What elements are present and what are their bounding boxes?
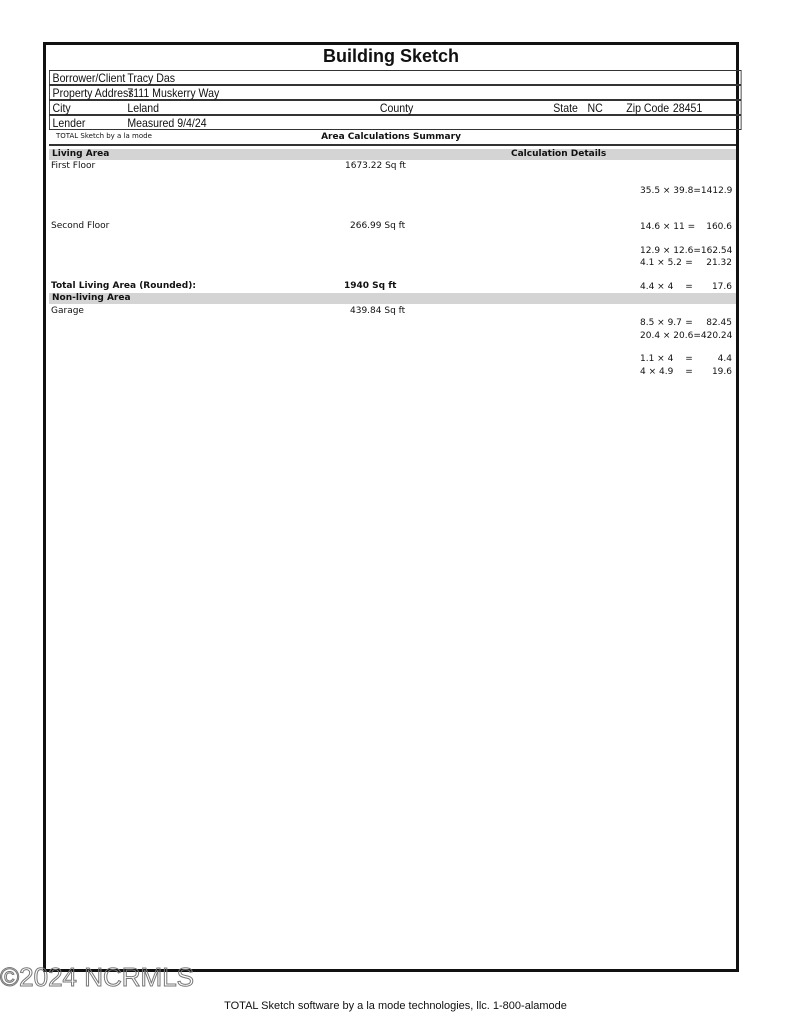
calc-row: 4 × 4.9 = 19.6	[640, 367, 732, 377]
first-floor-name: First Floor	[51, 161, 96, 171]
garage-name: Garage	[51, 306, 84, 316]
calc-row: 12.9 × 12.6 = 162.54	[640, 246, 733, 256]
borrower-label: Borrower/Client	[52, 71, 126, 85]
garage-calcs	[640, 306, 732, 402]
lender-label: Lender	[52, 116, 86, 130]
non-living-area-bar	[49, 293, 736, 304]
calc-row: 4.4 × 4 = 17.6	[640, 282, 732, 292]
watermark: ©2024 NCRMLS	[0, 962, 195, 992]
city-row	[49, 100, 742, 115]
calc-row: 20.4 × 20.6 = 420.24	[640, 331, 733, 341]
zip-value: 28451	[672, 101, 703, 115]
state-label: State	[553, 101, 578, 115]
first-floor-area: 1673.22 Sq ft	[345, 161, 406, 171]
address-label: Property Address	[52, 86, 134, 100]
calc-row: 8.5 × 9.7 = 82.45	[640, 318, 732, 328]
calc-row: 35.5 × 39.8 = 1412.9	[640, 186, 733, 196]
calc-row: 4.1 × 5.2 = 21.32	[640, 258, 732, 268]
city-value: Leland	[127, 101, 160, 115]
state-value: NC	[587, 101, 603, 115]
living-area-bar	[49, 149, 736, 160]
address-row	[49, 85, 742, 100]
calc-details-label: Calculation Details	[511, 149, 607, 159]
calc-row: 14.6 × 11 = 160.6	[640, 222, 732, 232]
living-area-label: Living Area	[52, 149, 110, 159]
total-living-label: Total Living Area (Rounded):	[51, 281, 196, 291]
summary-title: Area Calculations Summary	[321, 132, 461, 142]
divider	[49, 144, 736, 146]
lender-value: Measured 9/4/24	[127, 116, 207, 130]
non-living-area-label: Non-living Area	[52, 293, 131, 303]
total-living-value: 1940 Sq ft	[344, 281, 397, 291]
second-floor-name: Second Floor	[51, 221, 110, 231]
page-title: Building Sketch	[322, 46, 459, 66]
calc-row: 1.1 × 4 = 4.4	[640, 354, 732, 364]
city-label: City	[52, 101, 71, 115]
footer-text: TOTAL Sketch software by a la mode technologies, llc. 1-800-alamode	[224, 1000, 567, 1012]
address-value: 7111 Muskerry Way	[127, 86, 220, 100]
second-floor-area: 266.99 Sq ft	[350, 221, 406, 231]
software-note: TOTAL Sketch by a la mode	[56, 132, 152, 140]
borrower-row	[49, 70, 742, 85]
zip-label: Zip Code	[626, 101, 670, 115]
borrower-value: Tracy Das	[127, 71, 176, 85]
lender-row	[49, 115, 742, 130]
garage-area: 439.84 Sq ft	[350, 306, 406, 316]
county-label: County	[379, 101, 414, 115]
sketch-frame	[43, 42, 739, 972]
